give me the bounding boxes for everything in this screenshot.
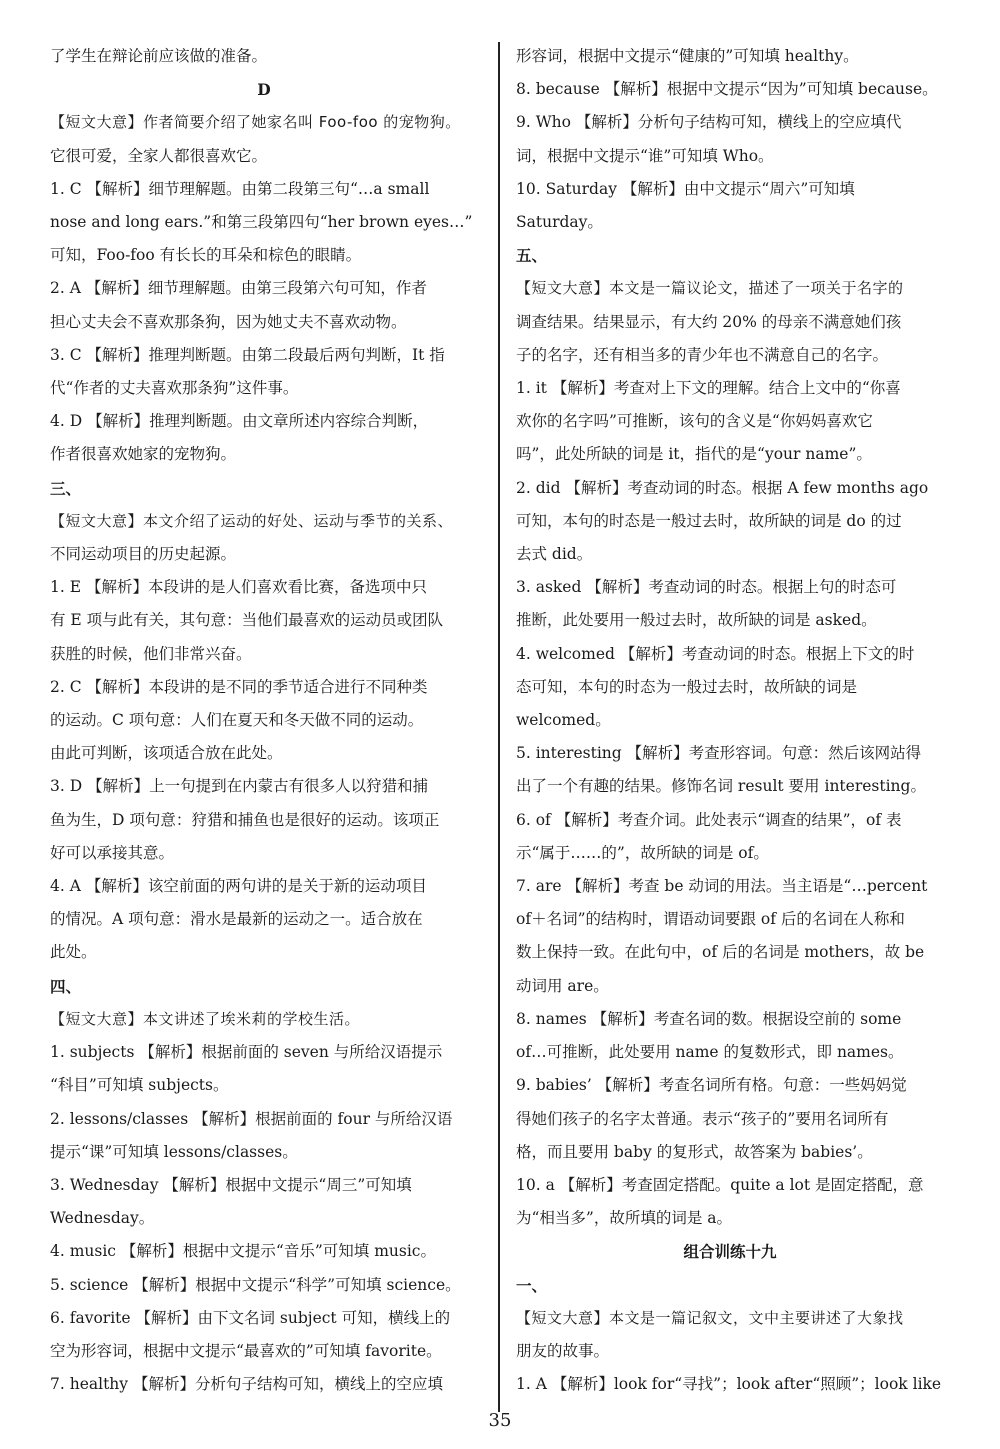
text-line: 鱼为生，D 项句意：狩猎和捕鱼也是很好的运动。该项正 bbox=[50, 810, 440, 829]
text-line: 出了一个有趣的结果。修饰名词 result 要用 interesting。 bbox=[516, 777, 926, 796]
text-line: 的情况。A 项句意：滑水是最新的运动之一。适合放在 bbox=[50, 910, 423, 929]
text-line: 1. it 【解析】考查对上下文的理解。结合上文中的“你喜 bbox=[516, 379, 901, 398]
text-line: 5. science 【解析】根据中文提示“科学”可知填 science。 bbox=[50, 1275, 461, 1294]
text-line: 态可知，本句的时态为一般过去时，故所缺的词是 bbox=[516, 677, 858, 696]
text-line: D bbox=[257, 80, 271, 100]
text-line: 调查结果。结果显示，有大约 20% 的母亲不满意她们孩 bbox=[516, 312, 902, 331]
text-line: 1. subjects 【解析】根据前面的 seven 与所给汉语提示 bbox=[50, 1043, 443, 1062]
text-line: 可知，本句的时态是一般过去时，故所缺的词是 do 的过 bbox=[516, 511, 902, 530]
text-line: 7. are 【解析】考查 be 动词的用法。当主语是“…percent bbox=[516, 877, 928, 896]
text-line: 【短文大意】本文讲述了埃米莉的学校生活。 bbox=[50, 1009, 361, 1028]
text-line: 1. E 【解析】本段讲的是人们喜欢看比赛，备选项中只 bbox=[50, 578, 427, 597]
text-line: 此处。 bbox=[50, 943, 97, 962]
text-line: 四、 bbox=[50, 976, 82, 996]
text-line: 3. C 【解析】推理判断题。由第二段最后两句判断，It 指 bbox=[50, 345, 445, 364]
text-line: 由此可判断，该项适合放在此处。 bbox=[50, 744, 283, 763]
text-line: 8. because 【解析】根据中文提示“因为”可知填 because。 bbox=[516, 80, 938, 99]
text-line: 6. favorite 【解析】由下文名词 subject 可知，横线上的 bbox=[50, 1308, 451, 1327]
text-line: 动词用 are。 bbox=[516, 976, 609, 995]
text-line: 2. lessons/classes 【解析】根据前面的 four 与所给汉语 bbox=[50, 1109, 453, 1128]
text-line: 9. Who 【解析】分析句子结构可知，横线上的空应填代 bbox=[516, 113, 902, 132]
text-line: 2. A 【解析】细节理解题。由第三段第六句可知，作者 bbox=[50, 279, 427, 298]
text-line: 获胜的时候，他们非常兴奋。 bbox=[50, 644, 252, 663]
page-number: 35 bbox=[488, 1410, 512, 1431]
text-line: 10. a 【解析】考查固定搭配。quite a lot 是固定搭配，意 bbox=[516, 1175, 924, 1194]
text-line: 3. Wednesday 【解析】根据中文提示“周三”可知填 bbox=[50, 1175, 412, 1194]
text-line: Saturday。 bbox=[516, 213, 603, 232]
text-line: 4. welcomed 【解析】考查动词的时态。根据上下文的时 bbox=[516, 644, 915, 663]
text-line: 提示“课”可知填 lessons/classes。 bbox=[50, 1142, 298, 1161]
text-line: 词，根据中文提示“谁”可知填 Who。 bbox=[516, 146, 774, 165]
text-line: 子的名字，还有相当多的青少年也不满意自己的名字。 bbox=[516, 345, 889, 364]
text-line: 朋友的故事。 bbox=[516, 1341, 610, 1360]
text-line: 它很可爱，全家人都很喜欢它。 bbox=[50, 146, 268, 165]
text-line: 示“属于……的”，故所缺的词是 of。 bbox=[516, 843, 769, 862]
text-line: 数上保持一致。在此句中，of 后的名词是 mothers，故 be bbox=[516, 943, 925, 962]
text-line: 可知，Foo-foo 有长长的耳朵和棕色的眼睛。 bbox=[50, 246, 362, 265]
text-line: 8. names 【解析】考查名词的数。根据设空前的 some bbox=[516, 1009, 902, 1028]
text-line: 1. A 【解析】look for“寻找”；look after“照顾”；look like bbox=[516, 1375, 942, 1394]
text-line: 有 E 项与此有关，其句意：当他们最喜欢的运动员或团队 bbox=[50, 611, 444, 630]
text-line: 【短文大意】本文是一篇议论文，描述了一项关于名字的 bbox=[516, 279, 904, 298]
text-line: 五、 bbox=[516, 246, 548, 266]
text-line: of＋名词”的结构时，谓语动词要跟 of 后的名词在人称和 bbox=[516, 910, 905, 929]
text-line: 了学生在辩论前应该做的准备。 bbox=[50, 47, 268, 65]
text-line: 担心丈夫会不喜欢那条狗，因为她丈夫不喜欢动物。 bbox=[50, 312, 407, 331]
text-line: 代“作者的丈夫喜欢那条狗”这件事。 bbox=[50, 379, 299, 398]
right-column bbox=[516, 40, 944, 1401]
text-line: Wednesday。 bbox=[50, 1209, 155, 1228]
text-line: 一、 bbox=[516, 1275, 548, 1295]
text-line: 3. D 【解析】上一句提到在内蒙古有很多人以狩猎和捕 bbox=[50, 777, 429, 796]
text-line: 4. music 【解析】根据中文提示“音乐”可知填 music。 bbox=[50, 1242, 436, 1261]
text-line: nose and long ears.”和第三段第四句“her brown eyes…” bbox=[50, 213, 473, 232]
text-line: 6. of 【解析】考查介词。此处表示“调查的结果”，of 表 bbox=[516, 810, 902, 829]
text-line: 【短文大意】作者简要介绍了她家名叫 Foo-foo 的宠物狗。 bbox=[50, 113, 461, 132]
text-line: 【短文大意】本文介绍了运动的好处、运动与季节的关系、 bbox=[50, 511, 454, 530]
text-line: 【短文大意】本文是一篇记叙文，文中主要讲述了大象找 bbox=[516, 1308, 904, 1327]
text-line: 去式 did。 bbox=[516, 545, 593, 564]
text-line: 推断，此处要用一般过去时，故所缺的词是 asked。 bbox=[516, 611, 877, 630]
text-line: 三、 bbox=[50, 478, 82, 498]
text-line: 形容词，根据中文提示“健康的”可知填 healthy。 bbox=[516, 47, 859, 65]
text-line: of…可推断，此处要用 name 的复数形式，即 names。 bbox=[516, 1043, 904, 1062]
text-line: 组合训练十九 bbox=[683, 1242, 777, 1262]
text-line: 10. Saturday 【解析】由中文提示“周六”可知填 bbox=[516, 179, 855, 198]
text-line: 不同运动项目的历史起源。 bbox=[50, 545, 237, 564]
text-line: 4. A 【解析】该空前面的两句讲的是关于新的运动项目 bbox=[50, 877, 427, 896]
text-line: 为“相当多”，故所填的词是 a。 bbox=[516, 1209, 733, 1228]
text-line: 好可以承接其意。 bbox=[50, 843, 175, 862]
text-line: 得她们孩子的名字太普通。表示“孩子的”要用名词所有 bbox=[516, 1109, 889, 1128]
text-line: 作者很喜欢她家的宠物狗。 bbox=[50, 445, 237, 464]
text-line: welcomed。 bbox=[516, 711, 611, 730]
column-divider bbox=[498, 42, 500, 1412]
text-line: 4. D 【解析】推理判断题。由文章所述内容综合判断， bbox=[50, 412, 429, 431]
text-line: 格，而且要用 baby 的复形式，故答案为 babies’。 bbox=[516, 1142, 873, 1161]
left-column bbox=[50, 40, 478, 1401]
text-line: 2. did 【解析】考查动词的时态。根据 A few months ago bbox=[516, 478, 929, 497]
text-line: 的运动。C 项句意：人们在夏天和冬天做不同的运动。 bbox=[50, 711, 424, 730]
text-line: 3. asked 【解析】考查动词的时态。根据上句的时态可 bbox=[516, 578, 897, 597]
text-line: 空为形容词，根据中文提示“最喜欢的”可知填 favorite。 bbox=[50, 1341, 442, 1360]
text-line: 欢你的名字吗”可推断，该句的含义是“你妈妈喜欢它 bbox=[516, 412, 873, 431]
text-line: 1. C 【解析】细节理解题。由第二段第三句“…a small bbox=[50, 179, 430, 198]
text-line: 5. interesting 【解析】考查形容词。句意：然后该网站得 bbox=[516, 744, 922, 763]
text-line: 7. healthy 【解析】分析句子结构可知，横线上的空应填 bbox=[50, 1375, 443, 1394]
text-line: 9. babies’ 【解析】考查名词所有格。句意：一些妈妈觉 bbox=[516, 1076, 907, 1095]
text-line: 2. C 【解析】本段讲的是不同的季节适合进行不同种类 bbox=[50, 677, 428, 696]
text-line: “科目”可知填 subjects。 bbox=[50, 1076, 229, 1095]
text-line: 吗”，此处所缺的词是 it，指代的是“your name”。 bbox=[516, 445, 872, 464]
